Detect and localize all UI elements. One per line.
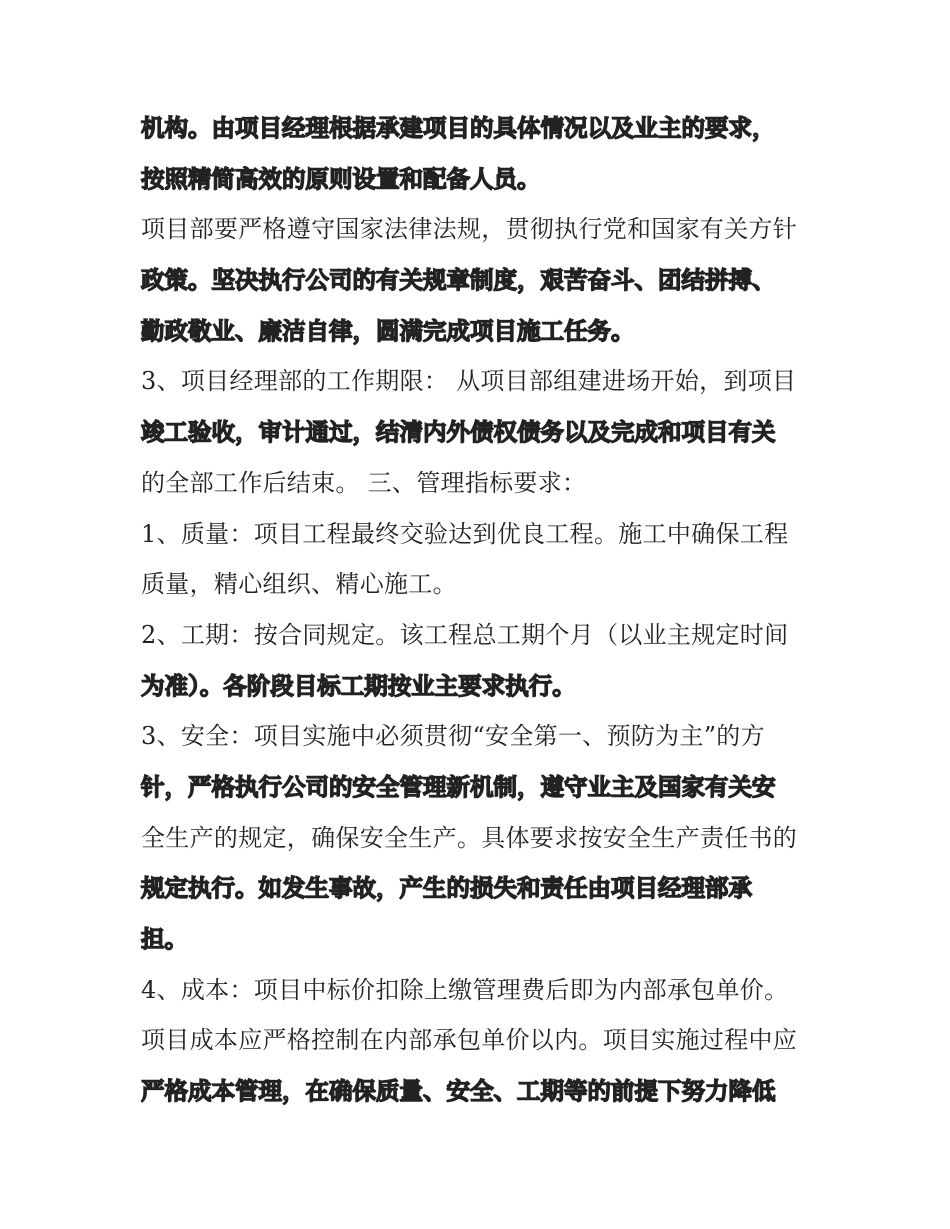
text-line-5: 勤政敬业、廉洁自律，圆满完成项目施工任务。 [141, 316, 635, 345]
text-line-14: 针，严格执行公司的安全管理新机制，遵守业主及国家有关安 [141, 772, 776, 801]
body-text [141, 103, 821, 1117]
text-line-17: 担。 [141, 925, 188, 953]
text-line-3: 项目部要严格遵守国家法律法规，贯彻执行党和国家有关方针 [141, 215, 798, 244]
text-line-11: 2、工期：按合同规定。该工程总工期个月（以业主规定时间 [141, 620, 789, 649]
text-line-15: 全生产的规定，确保安全生产。具体要求按安全生产责任书的 [141, 823, 798, 852]
text-line-20: 严格成本管理，在确保质量、安全、工期等的前提下努力降低 [141, 1077, 776, 1106]
text-line-8: 的全部工作后结束。 三、管理指标要求： [141, 468, 587, 497]
text-line-10: 质量，精心组织、精心施工。 [141, 570, 457, 599]
text-line-6: 3、项目经理部的工作期限： 从项目部组建进场开始，到项目 [141, 367, 797, 396]
text-line-2: 按照精简高效的原则设置和配备人员。 [141, 164, 541, 193]
text-line-13: 3、安全：项目实施中必须贯彻“安全第一、预防为主”的方 [141, 722, 765, 751]
text-line-1: 机构。由项目经理根据承建项目的具体情况以及业主的要求， [141, 114, 776, 142]
text-line-19: 项目成本应严格控制在内部承包单价以内。项目实施过程中应 [141, 1026, 798, 1055]
text-line-4: 政策。坚决执行公司的有关规章制度，艰苦奋斗、团结拼搏、 [141, 266, 776, 295]
text-line-18: 4、成本：项目中标价扣除上缴管理费后即为内部承包单价。 [141, 975, 789, 1004]
text-line-7: 竣工验收，审计通过，结清内外债权债务以及完成和项目有关 [141, 418, 776, 447]
text-line-16: 规定执行。如发生事故，产生的损失和责任由项目经理部承 [141, 874, 752, 903]
text-line-12: 为准）。各阶段目标工期按业主要求执行。 [141, 671, 576, 700]
text-line-9: 1、质量：项目工程最终交验达到优良工程。施工中确保工程 [141, 519, 789, 548]
